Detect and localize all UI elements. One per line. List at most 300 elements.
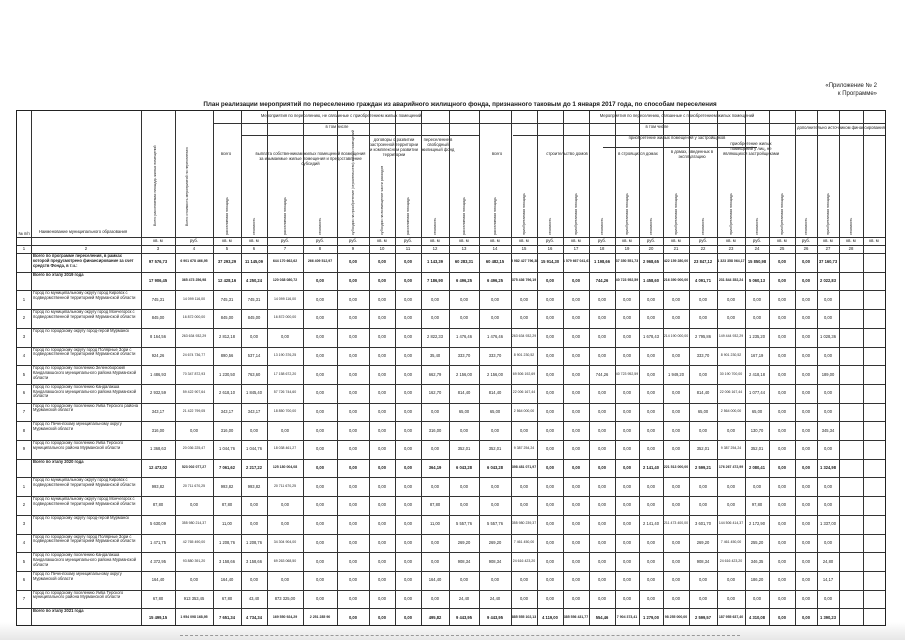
table-cell: 187 955 637,40 [718, 614, 744, 619]
table-cell: 0,00 [546, 334, 554, 340]
table-cell: 0,00 [672, 427, 680, 433]
table-cell: 343,17 [220, 408, 234, 414]
table-cell: 0,00 [598, 595, 606, 601]
table-cell: 0,00 [404, 614, 412, 620]
table-cell: 0,00 [546, 390, 554, 396]
unit-label: кв. м [490, 238, 500, 243]
table-cell: 0,00 [349, 371, 357, 377]
table-cell: 69 506 192,69 [512, 371, 536, 376]
unit-label: кв. м [726, 238, 736, 243]
column-title: стоимость [649, 217, 653, 235]
municipality-name: Город по городскому поселению Кандалакша Кандалакшского муниципального района Мурманской области [33, 383, 137, 399]
table-cell: 0,00 [378, 465, 386, 471]
table-cell: 0,00 [623, 595, 631, 601]
header-sub-dogovor: договоры о развитии застроенной территории и комплексном развитии территории [369, 137, 419, 157]
table-cell: 0,00 [316, 577, 324, 583]
table-cell: 0,00 [349, 577, 357, 583]
table-cell: 13 190 376,25 [273, 352, 297, 357]
table-cell: 0,00 [647, 390, 655, 396]
table-cell: 0,00 [349, 483, 357, 489]
table-cell: 14,17 [822, 577, 834, 583]
table-cell: 1 324,98 [820, 465, 836, 471]
table-cell: 0,00 [727, 296, 735, 302]
table-cell: 9 387 254,24 [720, 446, 742, 451]
table-cell: 98 255 000,00 [664, 614, 688, 619]
column-title: стоимость [701, 217, 705, 235]
table-cell: 0,00 [190, 427, 198, 433]
unit-label: руб. [646, 238, 656, 243]
table-cell: 0,00 [316, 465, 324, 471]
table-cell: 1 337,00 [820, 521, 836, 527]
table-cell: 0,00 [572, 577, 580, 583]
appendix-note-line2: к Программе» [837, 91, 877, 97]
table-cell: 0,00 [281, 334, 289, 340]
table-cell: 43,40 [248, 595, 260, 601]
column-number: 24 [754, 246, 760, 251]
table-cell: 0,00 [572, 446, 580, 452]
header-divider [513, 135, 795, 136]
table-cell: 0,00 [572, 483, 580, 489]
column-divider [369, 111, 370, 625]
table-cell: 0,00 [598, 427, 606, 433]
table-cell: 0,00 [404, 352, 412, 358]
column-title: расселяемая площадь [406, 197, 410, 235]
table-cell: 352,01 [488, 446, 502, 452]
municipality-name: Город по Печенгскому муниципальному округу Мурманской области [33, 570, 122, 581]
table-cell: 0,00 [404, 259, 412, 265]
table-cell: 0,00 [546, 352, 554, 358]
table-cell: 15 499,15 [148, 614, 168, 620]
table-cell: 65,00 [458, 408, 470, 414]
column-title: расселяемая площадь [462, 197, 466, 235]
table-cell: 0,00 [491, 483, 499, 489]
row-divider [17, 245, 885, 246]
row-divider [17, 253, 885, 254]
table-cell: 0,00 [491, 315, 499, 321]
table-cell: 0,00 [572, 315, 580, 321]
municipality-name: Всего по этапу 2019 года [33, 271, 84, 277]
row-divider [17, 272, 885, 273]
table-cell: 0,00 [404, 595, 412, 601]
column-number: 9 [351, 246, 355, 251]
table-cell: 0,00 [672, 352, 680, 358]
table-cell: 0,00 [647, 446, 655, 452]
table-cell: 186,20 [750, 577, 764, 583]
table-cell: 0,00 [672, 502, 680, 508]
column-title: приобретаемая площадь [729, 193, 733, 235]
table-cell: 87,80 [152, 502, 164, 508]
table-cell: 21 422 799,05 [182, 408, 206, 413]
table-cell: 0,00 [672, 446, 680, 452]
table-cell: 0,00 [623, 296, 631, 302]
municipality-name: Город по муниципальному округу город Мончегорск с подведомственной территорией Мурманской области [33, 496, 136, 506]
table-cell: 0,00 [546, 427, 554, 433]
table-cell: 1 198,66 [594, 259, 610, 265]
table-cell: 0,00 [802, 521, 810, 527]
row-number: 1 [22, 296, 26, 302]
table-cell: 0,00 [460, 315, 468, 321]
table-cell: 0,00 [802, 427, 810, 433]
unit-label: руб. [545, 238, 555, 243]
table-cell: 0,00 [460, 296, 468, 302]
table-cell: 5 557,76 [487, 521, 503, 527]
table-cell: 0,00 [647, 427, 655, 433]
table-cell: 7 461 450,00 [513, 539, 535, 544]
table-cell: 0,00 [520, 427, 528, 433]
table-cell: 0,00 [753, 483, 761, 489]
unit-label: руб. [403, 238, 413, 243]
header-vsego-2: всего [491, 151, 503, 156]
table-cell: 1 044,76 [246, 446, 262, 452]
column-divider [511, 111, 512, 625]
unit-label: руб. [348, 238, 358, 243]
table-cell: 0,00 [349, 408, 357, 414]
table-cell: 69 263 068,50 [273, 558, 297, 563]
unit-label: кв. м [571, 238, 581, 243]
table-cell: 2 156,00 [456, 371, 472, 377]
row-number: 6 [22, 390, 26, 396]
table-cell: 7 651,34 [219, 614, 235, 620]
table-cell: 18 038 461,27 [273, 446, 297, 451]
table-cell: 130,70 [750, 427, 764, 433]
column-divider [717, 111, 718, 625]
table-cell: 0,00 [623, 521, 631, 527]
table-cell: 0,00 [647, 539, 655, 545]
column-divider [175, 111, 176, 625]
column-divider [689, 111, 690, 625]
header-sub-extra: дополнительно источником финансирования [797, 125, 885, 130]
header-total-area: Всего расселяемая площадь жилых помещений [153, 145, 157, 226]
column-title: стоимость [252, 217, 256, 235]
row-number: 4 [22, 539, 26, 545]
column-title: приобретаемая площадь [674, 193, 678, 235]
column-divider [267, 111, 268, 625]
column-number: 26 [803, 246, 809, 251]
table-cell: 1 143,39 [427, 259, 443, 265]
table-cell: 3 158,66 [219, 558, 235, 564]
table-cell: 18 850 700,00 [273, 408, 297, 413]
table-cell: 11,00 [430, 521, 440, 527]
table-cell: 0,00 [316, 521, 324, 527]
municipality-name: Город по городскому поселению Умба Терского муниципального района Мурманской области [33, 589, 124, 600]
table-cell: 144 506 414,37 [718, 521, 744, 526]
table-cell: 0,00 [699, 577, 707, 583]
table-cell: 0,00 [378, 558, 386, 564]
table-cell: 12 428,16 [217, 278, 237, 284]
table-cell: 221 513 000,00 [663, 465, 689, 470]
table-cell: 0,00 [546, 465, 554, 471]
table-cell: 0,00 [824, 446, 832, 452]
table-cell: 97 576,73 [148, 259, 168, 265]
column-number: 15 [521, 246, 527, 251]
table-cell: 0,00 [778, 259, 786, 265]
table-cell: 0,00 [316, 315, 324, 321]
column-number: 4 [192, 246, 196, 251]
table-cell: 0,00 [778, 371, 786, 377]
table-cell: 0,00 [316, 502, 324, 508]
column-number: 10 [379, 246, 385, 251]
column-title: стоимость [755, 217, 759, 235]
column-number: 16 [547, 246, 553, 251]
table-cell: 7 186,90 [427, 278, 443, 284]
table-cell: 0,00 [802, 502, 810, 508]
table-cell: 333,70 [457, 352, 471, 358]
table-cell: 0,00 [572, 334, 580, 340]
table-cell: 0,00 [404, 483, 412, 489]
table-cell: 2 141,40 [643, 465, 659, 471]
table-cell: 352,01 [750, 446, 764, 452]
table-cell: 0,00 [598, 334, 606, 340]
column-divider [141, 111, 142, 625]
unit-label: кв. м [671, 238, 681, 243]
column-number: 6 [252, 246, 256, 251]
column-number: 25 [779, 246, 785, 251]
header-v-tom-chisle-1: в том числе [325, 124, 349, 129]
table-cell: 65,00 [697, 408, 709, 414]
table-cell: 0,00 [349, 558, 357, 564]
column-divider [839, 111, 840, 625]
column-title: субсидии на возмещение части расходов [380, 165, 384, 235]
unit-label: кв. м [430, 238, 440, 243]
table-cell: 20 711 670,25 [273, 483, 297, 488]
table-cell: 0,00 [802, 577, 810, 583]
row-number: 1 [22, 483, 26, 489]
table-cell: 0,00 [699, 483, 707, 489]
table-cell: 0,00 [316, 352, 324, 358]
table-cell: 0,00 [753, 595, 761, 601]
table-cell: 5 630,09 [150, 521, 166, 527]
plan-table [16, 110, 886, 626]
table-cell: 495,82 [428, 614, 442, 620]
row-divider [17, 590, 885, 591]
table-cell: 8 901 230,52 [720, 352, 742, 357]
table-cell: 0,00 [598, 502, 606, 508]
table-cell: 0,00 [778, 558, 786, 564]
table-cell: 890,56 [220, 352, 234, 358]
table-cell: 37 160,73 [818, 259, 838, 265]
table-cell: 67,80 [221, 595, 233, 601]
table-cell: 1 486,93 [150, 371, 166, 377]
table-cell: 0,00 [778, 539, 786, 545]
row-divider [17, 328, 885, 329]
column-divider [537, 111, 538, 625]
table-cell: 364,19 [428, 465, 442, 471]
table-cell: 2 251 285 90 [309, 614, 331, 619]
table-cell: 352,01 [696, 446, 710, 452]
table-cell: 873 325,00 [274, 595, 296, 601]
table-cell: 0,00 [572, 465, 580, 471]
table-cell: 6 043,28 [456, 465, 472, 471]
table-cell: 0,00 [778, 446, 786, 452]
municipality-name: Город по городскому поселению Умба Терского муниципального района Мурманской области [33, 440, 124, 450]
header-name: Наименование муниципального образования [38, 229, 128, 234]
header-divider [603, 147, 757, 148]
table-cell: 0,00 [824, 595, 832, 601]
table-cell: 0,00 [647, 315, 655, 321]
table-cell: 0,00 [598, 577, 606, 583]
table-cell: 0,00 [431, 558, 439, 564]
table-cell: 24,80 [822, 558, 834, 564]
table-cell: 255,20 [750, 539, 764, 545]
table-cell: 263 634 932,29 [181, 334, 207, 339]
table-cell: 0,00 [672, 577, 680, 583]
table-cell: 398 481 071,97 [511, 465, 537, 470]
table-cell: 3 601,70 [695, 521, 711, 527]
table-cell: 0,00 [727, 502, 735, 508]
table-cell: 0,00 [378, 502, 386, 508]
table-cell: 745,31 [151, 296, 165, 302]
table-cell: 269,20 [696, 539, 710, 545]
column-number: 3 [156, 246, 160, 251]
unit-label: кв. м [249, 238, 259, 243]
table-cell: 0,00 [623, 334, 631, 340]
table-cell: 9 443,95 [456, 614, 472, 620]
table-cell: 0,00 [699, 595, 707, 601]
unit-label: кв. м [622, 238, 632, 243]
table-cell: 1 230,50 [219, 371, 235, 377]
table-cell: 17 158 672,20 [273, 371, 297, 376]
header-sub-buy-build: в строящихся домах [618, 151, 658, 156]
table-cell: 993,82 [151, 483, 165, 489]
table-cell: 0,00 [520, 296, 528, 302]
column-title: стоимость [600, 217, 604, 235]
column-number: 2 [84, 246, 88, 251]
table-cell: 0,00 [778, 595, 786, 601]
municipality-name: Город по городскому округу город-герой Мурманск [33, 514, 130, 520]
table-cell: 845,00 [220, 315, 234, 321]
table-cell: 0,00 [349, 334, 357, 340]
table-cell: 2 599,57 [695, 614, 711, 620]
table-cell: 0,00 [250, 577, 258, 583]
table-cell: 65,00 [751, 408, 763, 414]
row-divider [17, 608, 885, 609]
table-cell: 0,00 [647, 502, 655, 508]
table-cell: 37 350 551,73 [615, 259, 639, 264]
table-cell: 0,00 [349, 296, 357, 302]
unit-label: руб. [597, 238, 607, 243]
column-title: расселяемая площадь [493, 197, 497, 235]
table-cell: 0,00 [778, 465, 786, 471]
table-cell: 0,00 [281, 502, 289, 508]
column-title: стоимость [849, 217, 853, 235]
row-divider [17, 290, 885, 291]
table-cell: 0,00 [598, 315, 606, 321]
table-cell: 745,31 [220, 296, 234, 302]
table-cell: 0,00 [802, 614, 810, 620]
column-title: приобретаемая площадь [574, 193, 578, 235]
table-cell: 0,00 [250, 502, 258, 508]
table-cell: 0,00 [378, 539, 386, 545]
column-divider [421, 111, 422, 625]
document-title: План реализации мероприятий по переселению граждан из аварийного жилищного фонда, признанного таковым до 1 января 2017 года, по способам переселения [203, 101, 717, 108]
unit-label: руб. [280, 238, 290, 243]
table-cell: 0,00 [404, 278, 412, 284]
table-cell: 0,00 [378, 427, 386, 433]
table-cell: 16 872 000,00 [182, 315, 206, 320]
header-group1: Мероприятия по переселению, не связанные с приобретением жилых помещений [260, 113, 422, 118]
table-cell: 845,00 [247, 315, 261, 321]
table-cell: 0,00 [281, 427, 289, 433]
table-cell: 0,00 [349, 390, 357, 396]
table-cell: 0,00 [623, 502, 631, 508]
table-cell: 0,00 [802, 278, 810, 284]
table-cell: 0,00 [802, 595, 810, 601]
table-cell: 0,00 [546, 539, 554, 545]
row-number: 3 [22, 521, 26, 527]
row-number: 4 [22, 352, 26, 358]
table-cell: 4 734,34 [246, 614, 262, 620]
table-cell: 316,00 [151, 427, 165, 433]
table-cell: 1 476,46 [456, 334, 472, 340]
table-cell: 2 418,18 [749, 371, 765, 377]
column-title: стоимость [548, 217, 552, 235]
table-cell: 0,00 [598, 390, 606, 396]
column-divider [449, 111, 450, 625]
table-cell: 60 283,31 [454, 259, 474, 265]
table-cell: 0,00 [598, 465, 606, 471]
table-cell: 1 028,36 [820, 334, 836, 340]
table-cell: 0,00 [623, 465, 631, 471]
row-divider [17, 237, 885, 238]
table-cell: 97,80 [751, 502, 763, 508]
table-cell: 0,00 [404, 465, 412, 471]
table-cell: 0,00 [672, 558, 680, 564]
municipality-name: Город по городскому округу город Полярные Зори с подведомственной территорией Мурманской области [33, 533, 136, 544]
table-cell: 2 618,10 [219, 390, 235, 396]
table-cell: 0,00 [404, 408, 412, 414]
table-cell: 0,00 [778, 278, 786, 284]
table-cell: 0,00 [520, 595, 528, 601]
table-cell: 8 164,56 [150, 334, 166, 340]
table-cell: 1 323 358 064,17 [717, 259, 745, 264]
table-cell: 0,00 [727, 577, 735, 583]
table-cell: 0,00 [491, 296, 499, 302]
table-cell: 385 556 431,77 [563, 614, 589, 619]
row-divider [17, 496, 885, 497]
table-cell: 554,46 [595, 614, 609, 620]
table-cell: 169 550 924,29 [272, 614, 298, 619]
table-cell: 24 616 423,20 [512, 558, 536, 563]
table-cell: 1 279,00 [643, 614, 659, 620]
table-cell: 422 159 280,00 [663, 259, 689, 264]
column-title: приобретаемая площадь [826, 193, 830, 235]
row-divider [17, 459, 885, 460]
table-cell: 537,14 [247, 352, 261, 358]
table-cell: 0,00 [546, 408, 554, 414]
column-title: стоимость [804, 217, 808, 235]
table-cell: 2 172,90 [749, 521, 765, 527]
header-num: № п/п [18, 231, 30, 236]
table-cell: 0,00 [672, 483, 680, 489]
table-cell: 0,00 [672, 390, 680, 396]
table-cell: 0,00 [349, 427, 357, 433]
table-cell: 814,40 [457, 390, 471, 396]
header-sub-buy-not-dev: приобретение жилых помещений у лиц, не являющихся застройщиками [722, 141, 780, 156]
table-cell: 523 002 077,27 [181, 465, 207, 470]
table-cell: 3 158,66 [246, 558, 262, 564]
table-cell: 0,00 [778, 408, 786, 414]
table-cell: 763,60 [247, 371, 261, 377]
table-cell: 993,82 [220, 483, 234, 489]
column-title: расселяемая площадь [283, 197, 287, 235]
table-cell: 0,00 [802, 334, 810, 340]
table-cell: 0,00 [349, 539, 357, 545]
header-sub-build: строительство домов [546, 151, 588, 156]
row-divider [17, 365, 885, 366]
table-cell: 0,00 [824, 296, 832, 302]
table-cell: 0,00 [316, 408, 324, 414]
table-cell: 0,00 [623, 577, 631, 583]
